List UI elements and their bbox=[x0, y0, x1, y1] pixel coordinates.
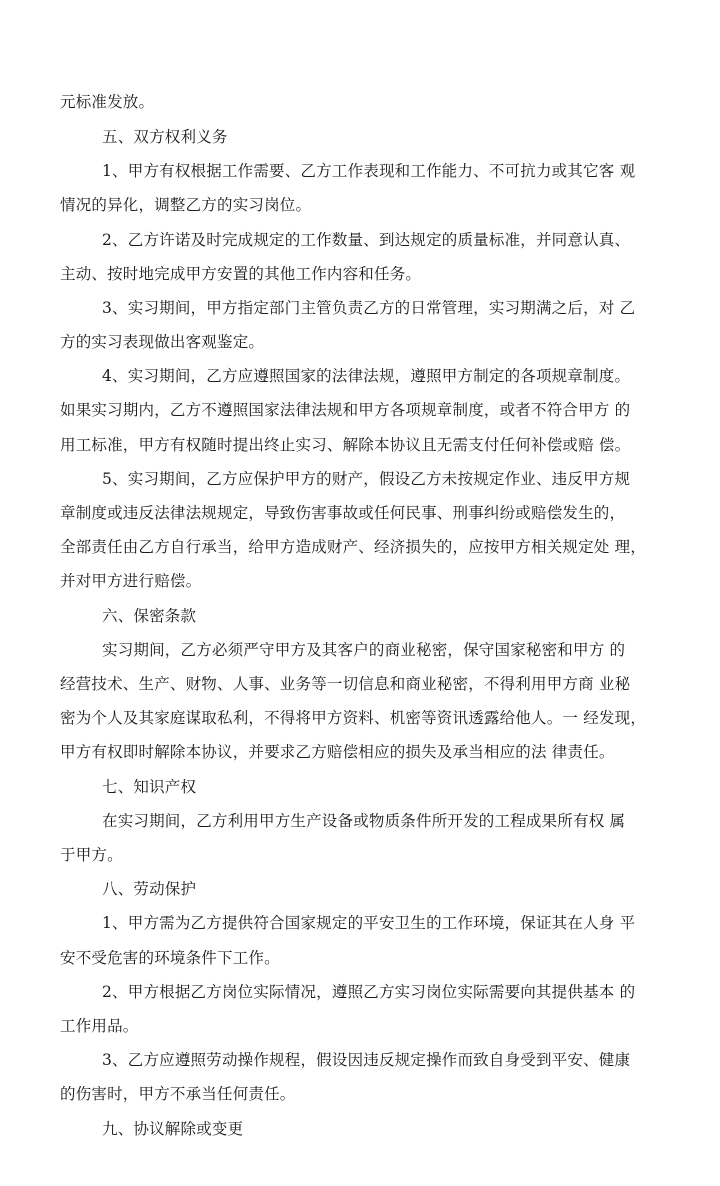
text-line: 经营技术、生产、财物、人事、业务等一切信息和商业秘密，不得利用甲方商 业秘 bbox=[60, 675, 631, 693]
text-line: 甲方有权即时解除本协议，并要求乙方赔偿相应的损失及承当相应的法 律责任。 bbox=[60, 743, 615, 761]
text-line: 于甲方。 bbox=[60, 846, 123, 864]
text-line: 元标准发放。 bbox=[60, 93, 155, 111]
text-line: 如果实习期内，乙方不遵照国家法律法规和甲方各项规章制度，或者不符合甲方 的 bbox=[60, 401, 631, 419]
text-line: 3、实习期间，甲方指定部门主管负责乙方的日常管理，实习期满之后，对 乙 bbox=[102, 299, 636, 317]
text-line: 密为个人及其家庭谋取私利，不得将甲方资料、机密等资讯透露给他人。一 经发现， bbox=[60, 709, 647, 727]
text-line: 安不受危害的环境条件下工作。 bbox=[60, 949, 280, 967]
text-line: 1、甲方需为乙方提供符合国家规定的平安卫生的工作环境，保证其在人身 平 bbox=[102, 914, 636, 932]
text-line: 2、甲方根据乙方岗位实际情况，遵照乙方实习岗位实际需要向其提供基本 的 bbox=[102, 983, 636, 1001]
section-heading-termination: 九、协议解除或变更 bbox=[102, 1120, 244, 1138]
text-line: 2、乙方许诺及时完成规定的工作数量、到达规定的质量标准，并同意认真、 bbox=[102, 231, 631, 249]
text-line: 方的实习表现做出客观鉴定。 bbox=[60, 333, 265, 351]
text-line: 3、乙方应遵照劳动操作规程，假设因违反规定操作而致自身受到平安、健康 bbox=[102, 1051, 631, 1069]
text-line: 工作用品。 bbox=[60, 1017, 139, 1035]
text-line: 用工标准，甲方有权随时提出终止实习、解除本协议且无需支付任何补偿或赔 偿。 bbox=[60, 436, 631, 454]
text-line: 章制度或违反法律法规规定，导致伤害事故或任何民事、刑事纠纷或赔偿发生的， bbox=[60, 504, 626, 522]
text-line: 1、甲方有权根据工作需要、乙方工作表现和工作能力、不可抗力或其它客 观 bbox=[102, 162, 636, 180]
text-line: 主动、按时地完成甲方安置的其他工作内容和任务。 bbox=[60, 265, 422, 283]
section-heading-intellectual-property: 七、知识产权 bbox=[102, 778, 197, 796]
section-heading-labor-protection: 八、劳动保护 bbox=[102, 880, 197, 898]
text-line: 在实习期间，乙方利用甲方生产设备或物质条件所开发的工程成果所有权 属 bbox=[102, 812, 626, 830]
text-line: 的伤害时，甲方不承当任何责任。 bbox=[60, 1085, 296, 1103]
text-line: 4、实习期间，乙方应遵照国家的法律法规，遵照甲方制定的各项规章制度。 bbox=[102, 367, 631, 385]
section-heading-rights-obligations: 五、双方权利义务 bbox=[102, 128, 228, 146]
text-line: 5、实习期间，乙方应保护甲方的财产，假设乙方未按规定作业、违反甲方规 bbox=[102, 470, 631, 488]
text-line: 实习期间，乙方必须严守甲方及其客户的商业秘密，保守国家秘密和甲方 的 bbox=[102, 641, 626, 659]
text-line: 并对甲方进行赔偿。 bbox=[60, 572, 202, 590]
text-line: 情况的异化，调整乙方的实习岗位。 bbox=[60, 196, 312, 214]
section-heading-confidentiality: 六、保密条款 bbox=[102, 607, 197, 625]
text-line: 全部责任由乙方自行承当，给甲方造成财产、经济损失的，应按甲方相关规定处 理， bbox=[60, 538, 647, 556]
